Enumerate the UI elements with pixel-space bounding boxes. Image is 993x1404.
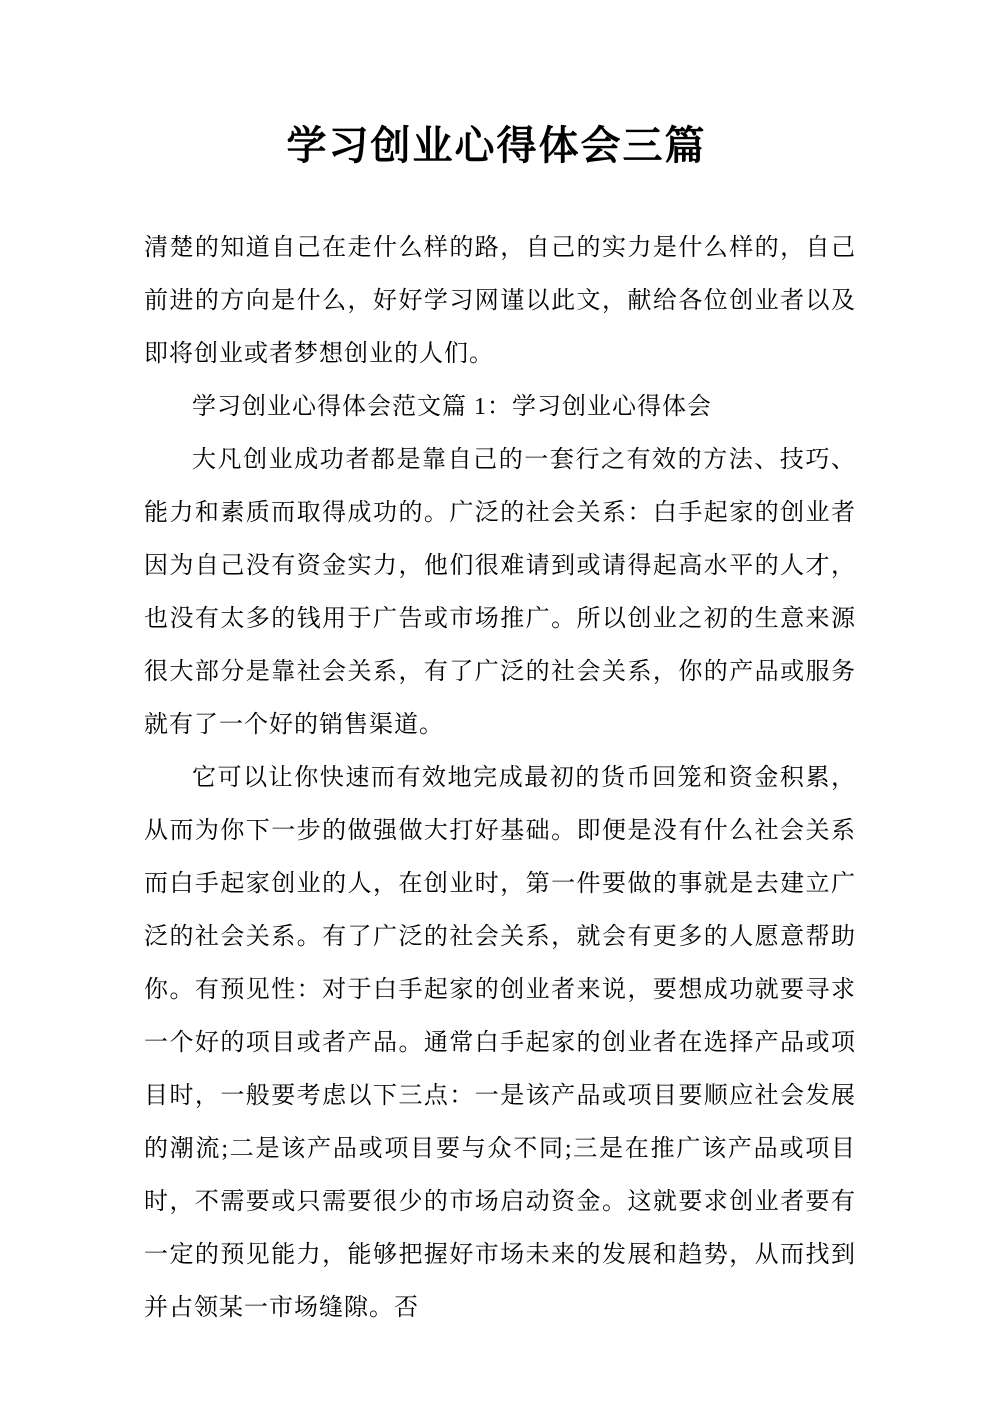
paragraph-body-2: 它可以让你快速而有效地完成最初的货币回笼和资金积累，从而为你下一步的做强做大打好基础。即便是没有什么社会关系而白手起家创业的人，在创业时，第一件要做的事就是去建立广泛的社会关系。有了广泛的社会关系，就会有更多的人愿意帮助你。有预见性：对于白手起家的创业者来说，要想成功就要寻求一个好的项目或者产品。通常白手起家的创业者在选择产品或项目时，一般要考虑以下三点：一是该产品或项目要顺应社会发展的潮流;二是该产品或项目要与众不同;三是在推广该产品或项目时，不需要或只需要很少的市场启动资金。这就要求创业者要有一定的预见能力，能够把握好市场未来的发展和趋势，从而找到并占领某一市场缝隙。否 xyxy=(144,765,856,1321)
paragraph-body-1: 大凡创业成功者都是靠自己的一套行之有效的方法、技巧、能力和素质而取得成功的。广泛的社会关系：白手起家的创业者因为自己没有资金实力，他们很难请到或请得起高水平的人才，也没有太多的钱用于广告或市场推广。所以创业之初的生意来源很大部分是靠社会关系，有了广泛的社会关系，你的产品或服务就有了一个好的销售渠道。 xyxy=(144,447,856,738)
document-title: 学习创业心得体会三篇 xyxy=(286,123,707,168)
paragraph-intro: 清楚的知道自己在走什么样的路，自己的实力是什么样的，自己前进的方向是什么，好好学习网谨以此文，献给各位创业者以及即将创业或者梦想创业的人们。 xyxy=(144,235,856,367)
paragraph-section-heading: 学习创业心得体会范文篇 1：学习创业心得体会 xyxy=(192,394,712,420)
document-body xyxy=(144,222,856,1335)
